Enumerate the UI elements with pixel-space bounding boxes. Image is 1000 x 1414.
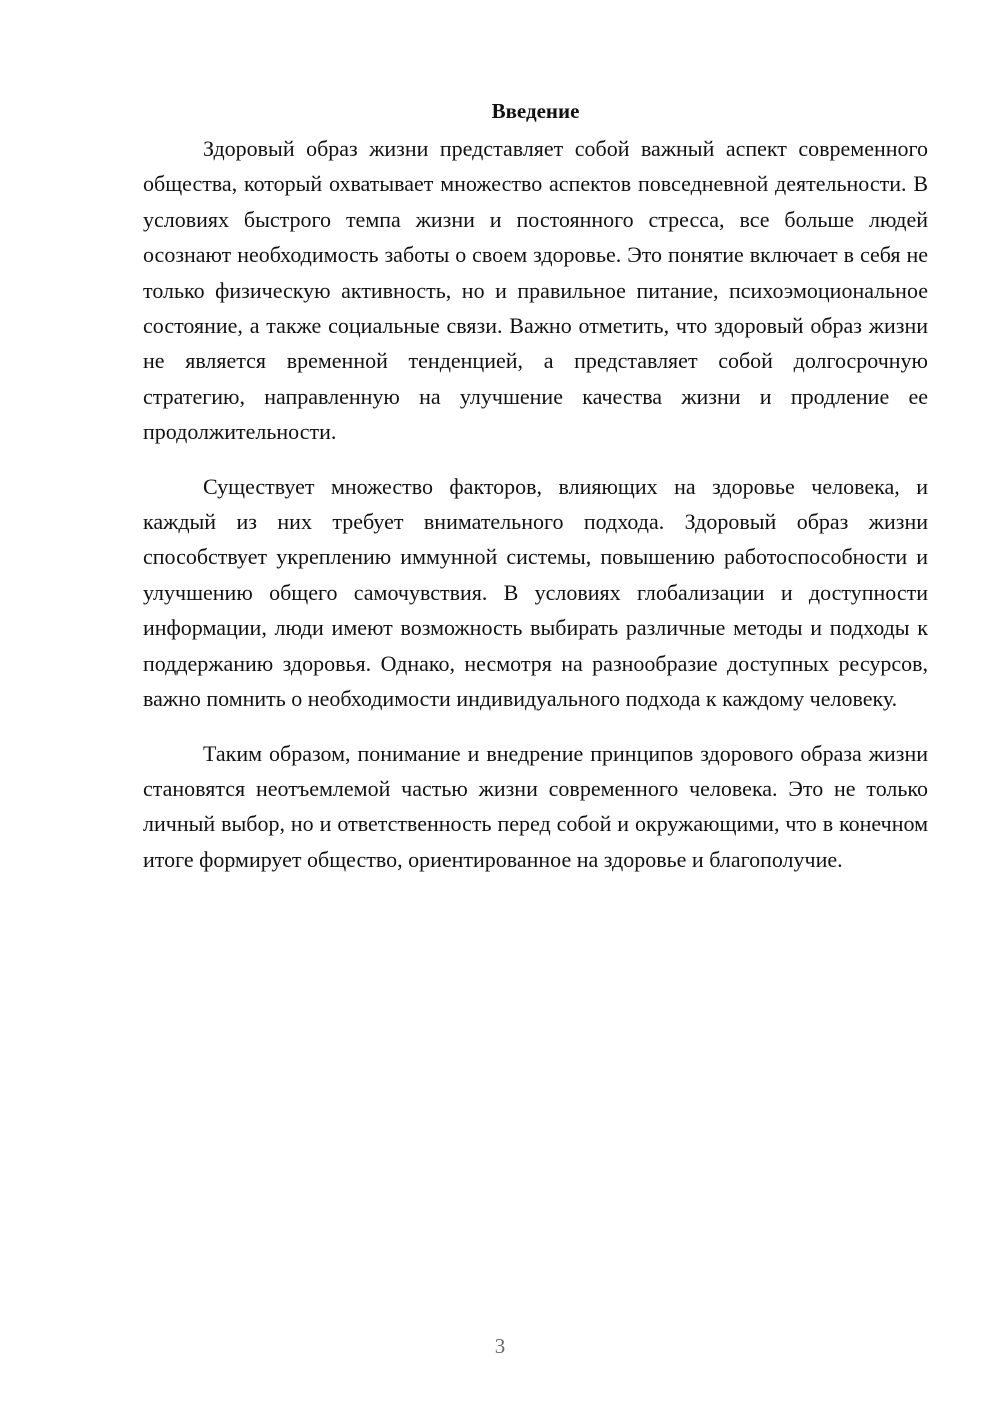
section-title: Введение	[491, 99, 580, 123]
paragraph-2: Существует множество факторов, влияющих на здоровье человека, и каждый из них требует внимательного подхода. Здоровый образ жизни способствует укреплению иммунной системы, повышению работоспособности и улучшению общего самочувствия. В условиях глобализации и доступности информации, люди имеют возможность выбирать различные методы и подходы к поддержанию здоровья. Однако, несмотря на разнообразие доступных ресурсов, важно помнить о необходимости индивидуального подхода к каждому человеку.	[143, 473, 928, 712]
document-body	[143, 96, 928, 896]
page-number: 3	[494, 1334, 506, 1358]
paragraph-1: Здоровый образ жизни представляет собой важный аспект современного общества, который охватывает множество аспектов повседневной деятельности. В условиях быстрого темпа жизни и постоянного стресса, все больше людей осознают необходимость заботы о своем здоровье. Это понятие включает в себя не только физическую активность, но и правильное питание, психоэмоциональное состояние, а также социальные связи. Важно отметить, что здоровый образ жизни не является временной тенденцией, а представляет собой долгосрочную стратегию, направленную на улучшение качества жизни и продление ее продолжительности.	[143, 136, 928, 445]
paragraph-3: Таким образом, понимание и внедрение принципов здорового образа жизни становятся неотъемлемой частью жизни современного человека. Это не только личный выбор, но и ответственность перед собой и окружающими, что в конечном итоге формирует общество, ориентированное на здоровье и благополучие.	[143, 740, 928, 872]
